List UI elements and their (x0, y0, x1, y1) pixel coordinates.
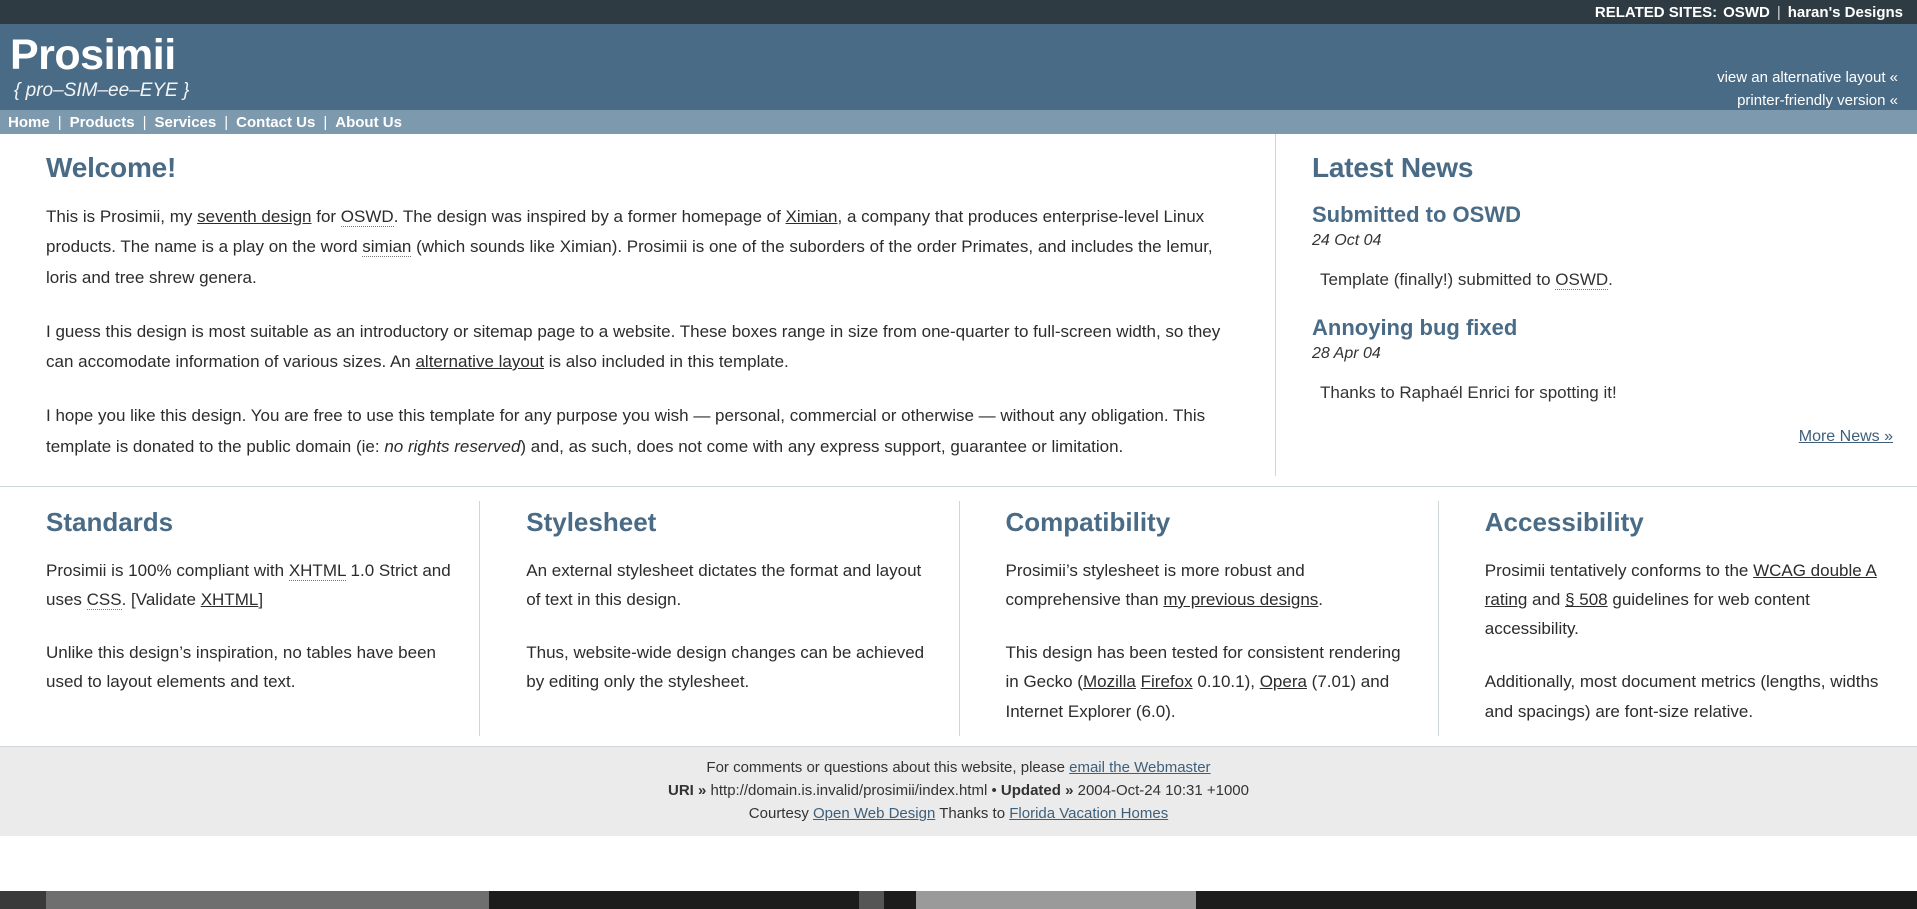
nav-item-home[interactable]: Home (8, 113, 50, 131)
site-pronunciation: { pro–SIM–ee–EYE } (14, 79, 190, 101)
opera-link[interactable]: Opera (1259, 672, 1307, 692)
taskbar-active-window[interactable] (46, 891, 489, 909)
column-compatibility (959, 501, 1438, 736)
news-item-date: 24 Oct 04 (1312, 232, 1382, 249)
main-navigation (0, 110, 1917, 134)
nav-separator: | (323, 113, 328, 131)
site-title: Prosimii (10, 31, 176, 79)
seventh-design-link[interactable]: seventh design (197, 207, 312, 226)
news-item-date: 28 Apr 04 (1312, 345, 1381, 363)
printer-friendly-link[interactable]: printer-friendly version « (1737, 92, 1898, 110)
taskbar-segment-start[interactable] (0, 891, 46, 909)
taskbar-spacer (884, 891, 916, 909)
text-fragment: ] (258, 589, 264, 609)
updated-label: Updated (1000, 782, 1061, 800)
abbr-simian: simian (362, 237, 412, 257)
open-web-design-link[interactable]: Open Web Design (813, 805, 936, 823)
column-stylesheet (479, 501, 958, 736)
text-fragment: for (311, 207, 341, 226)
taskbar-tray-item[interactable] (859, 891, 884, 909)
abbr-oswd: OSWD (340, 207, 394, 226)
accessibility-paragraph-1 (1485, 556, 1889, 644)
welcome-section (0, 134, 1275, 476)
standards-paragraph-1 (46, 556, 451, 614)
abbr-css: CSS (86, 589, 122, 609)
footer-contact-line (0, 756, 1917, 779)
text-fragment: (which sounds like Ximian). Prosimii is one of the suborders of the order Primates, and includes the lemur, loris and tree shrew genera. (46, 237, 1213, 287)
uri-label: URI (667, 782, 694, 800)
footer-bullet: • (991, 782, 997, 800)
news-item-title: Submitted to OSWD (1312, 202, 1521, 227)
text-fragment: . [Validate (121, 589, 201, 609)
news-heading: Latest News (1312, 152, 1474, 183)
taskbar-window-button[interactable] (916, 891, 1196, 909)
text-fragment: Prosimii is 100% compliant with (46, 560, 289, 580)
text-fragment: is also included in this template. (544, 352, 789, 371)
news-item (1312, 202, 1893, 293)
topbar-separator: | (1776, 3, 1781, 21)
feature-columns (0, 487, 1917, 746)
text-fragment: and (1527, 589, 1566, 609)
related-site-link-oswd[interactable]: OSWD (1723, 3, 1770, 21)
column-standards (0, 501, 479, 736)
florida-vacation-homes-link[interactable]: Florida Vacation Homes (1009, 805, 1169, 823)
wcag-rating-link[interactable]: WCAG double A rating (1484, 560, 1877, 609)
text-fragment: I hope you like this design. You are free to use this template for any purpose you wish — personal, commercial or otherwise — without any obligation. This template is donated to the public domain (ie: (46, 406, 1206, 456)
footer-uri-line (0, 779, 1917, 802)
nav-separator: | (142, 113, 147, 131)
compatibility-paragraph-1 (1006, 556, 1410, 614)
nav-separator: | (224, 113, 229, 131)
text-fragment: ) and, as such, does not come with any express support, guarantee or limitation. (520, 436, 1124, 456)
column-accessibility (1438, 501, 1917, 736)
text-fragment: For comments or questions about this website, please (706, 758, 1070, 776)
abbr-xhtml: XHTML (288, 560, 346, 580)
previous-designs-link[interactable]: my previous designs (1163, 589, 1319, 609)
taskbar-spacer (489, 891, 859, 909)
validate-xhtml-link[interactable]: XHTML (200, 589, 259, 609)
text-fragment: guidelines for web content accessibility. (1484, 589, 1810, 639)
related-site-link-harans-designs[interactable]: haran's Designs (1787, 3, 1903, 21)
text-fragment: I guess this design is most suitable as an introductory or sitemap page to a website. These boxes range in size from one-quarter to full-screen width, so they can accomodate information of various sizes. An (46, 321, 1221, 371)
os-taskbar[interactable] (0, 891, 1917, 909)
welcome-paragraph-1 (46, 202, 1245, 293)
news-item-body (1312, 266, 1893, 293)
text-fragment: 1.0 Strict and uses (46, 560, 451, 609)
text-fragment: This design has been tested for consistent rendering in Gecko ( (1005, 643, 1401, 692)
column-heading: Stylesheet (526, 506, 657, 537)
section-508-link[interactable]: § 508 (1565, 589, 1608, 609)
related-sites-bar (0, 0, 1917, 24)
text-fragment: Prosimii’s stylesheet is more robust and comprehensive than (1005, 560, 1305, 609)
nav-item-products[interactable]: Products (69, 113, 135, 131)
related-sites-label: RELATED SITES: (1594, 3, 1718, 21)
alternative-layout-link[interactable]: view an alternative layout « (1717, 69, 1898, 86)
welcome-paragraph-2 (46, 317, 1245, 378)
nav-separator: | (57, 113, 62, 131)
page-title: Welcome! (46, 152, 177, 183)
alternative-layout-inline-link[interactable]: alternative layout (415, 352, 544, 371)
updated-raquo: » (1065, 782, 1074, 800)
latest-news-section (1275, 134, 1917, 476)
compatibility-paragraph-2 (1006, 638, 1410, 726)
text-fragment: . (1608, 270, 1613, 289)
updated-value: 2004-Oct-24 10:31 +1000 (1077, 782, 1249, 800)
nav-item-about-us[interactable]: About Us (335, 113, 402, 131)
text-fragment: Thanks to (935, 805, 1010, 823)
footer-credits-line (0, 802, 1917, 825)
text-fragment: Courtesy (748, 805, 813, 823)
text-fragment: . (1318, 589, 1324, 609)
news-item-title: Annoying bug fixed (1312, 315, 1518, 341)
text-fragment: Template (finally!) submitted to (1320, 270, 1556, 289)
stylesheet-paragraph-1: An external stylesheet dictates the format and layout of text in this design. (526, 560, 922, 609)
text-fragment: 0.10.1), (1192, 672, 1260, 692)
more-news-container (1312, 428, 1893, 446)
text-fragment: . The design was inspired by a former homepage of (393, 207, 786, 226)
email-webmaster-link[interactable]: email the Webmaster (1069, 758, 1211, 776)
header-utility-links (1717, 66, 1898, 113)
nav-item-contact-us[interactable]: Contact Us (236, 113, 316, 131)
stylesheet-paragraph-2: Thus, website-wide design changes can be achieved by editing only the stylesheet. (526, 643, 925, 692)
column-heading: Standards (46, 506, 174, 537)
site-header (0, 24, 1917, 110)
taskbar-end (1196, 891, 1917, 909)
standards-paragraph-2: Unlike this design’s inspiration, no tables have been used to layout elements and text. (46, 643, 436, 692)
column-heading: Compatibility (1005, 506, 1171, 537)
text-fragment: (7.01) and Internet Explorer (6.0). (1005, 672, 1390, 721)
accessibility-paragraph-2: Additionally, most document metrics (lengths, widths and spacings) are font-size relative. (1484, 672, 1879, 721)
abbr-oswd: OSWD (1555, 270, 1609, 289)
no-rights-reserved-emphasis: no rights reserved (384, 436, 521, 456)
main-region (0, 134, 1917, 476)
text-fragment: This is Prosimii, my (46, 207, 198, 226)
more-news-link[interactable]: More News » (1798, 428, 1893, 446)
mozilla-link[interactable]: Mozilla (1082, 672, 1136, 692)
firefox-link[interactable]: Firefox (1140, 672, 1193, 692)
uri-value: http://domain.is.invalid/prosimii/index.html (710, 782, 988, 800)
nav-item-services[interactable]: Services (154, 113, 217, 131)
site-footer (0, 746, 1917, 836)
text-fragment: , a company that produces enterprise-level Linux products. The name is a play on the word (46, 207, 1205, 257)
uri-raquo: » (698, 782, 707, 800)
news-item-body (1312, 379, 1893, 406)
text-fragment: Prosimii tentatively conforms to the (1484, 560, 1754, 580)
text-fragment: Thanks to Raphaél Enrici for spotting it! (1320, 383, 1617, 403)
column-heading: Accessibility (1484, 506, 1644, 537)
ximian-link[interactable]: Ximian (785, 207, 838, 226)
news-item (1312, 315, 1893, 406)
welcome-paragraph-3 (46, 401, 1245, 462)
